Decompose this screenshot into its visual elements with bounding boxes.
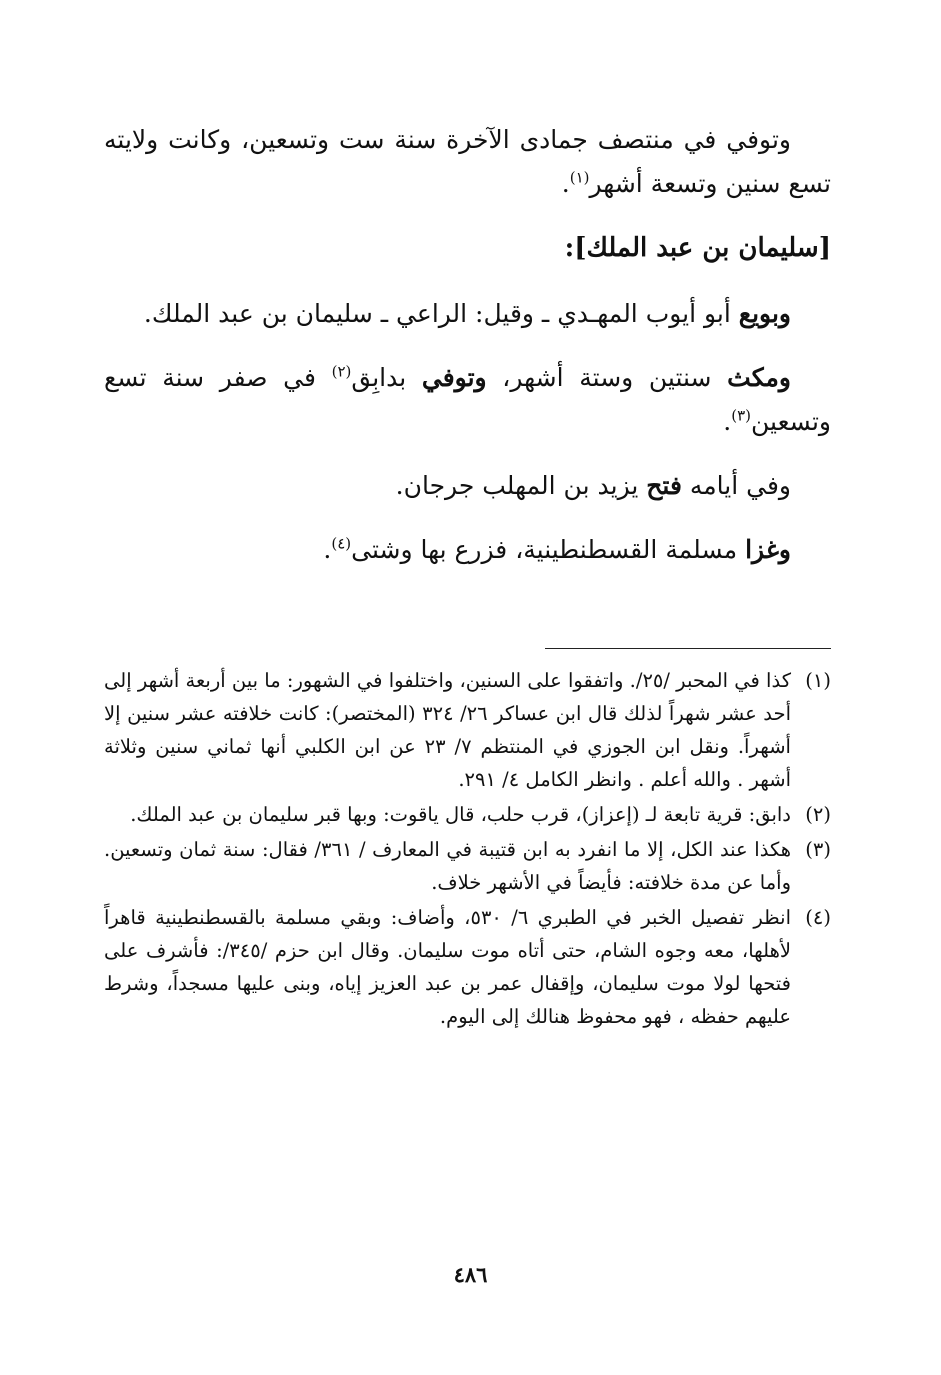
- footnote-ref-4: (٤): [331, 534, 352, 553]
- footnote-text: دابق: قرية تابعة لـ (إعزاز)، قرب حلب، قال ياقوت: وبها قبر سليمان بن عبد الملك.: [130, 803, 791, 826]
- footnote-text: كذا في المحبر /٢٥/. واتفقوا على السنين، واختلفوا في الشهور: ما بين أربعة أشهر إلى أحد عشر شهراً لذلك قال ابن عساكر ٢٦/ ٣٢٤ (المختصر): كانت خلافته عشر سنين إلا أشهراً. ونقل ابن الجوزي في المنتظم ٧/ ٢٣ عن ابن الكلبي أنها ثماني سنين وثلاثة أشهر . والله أعلم . وانظر الكامل ٤/ ٢٩١.: [104, 669, 791, 791]
- footnotes: [104, 664, 831, 1035]
- footnote-number: (٢): [805, 803, 831, 826]
- footnote: [104, 798, 831, 831]
- footnote: [104, 901, 831, 1033]
- footnote-text: انظر تفصيل الخبر في الطبري ٦/ ٥٣٠، وأضاف: وبقي مسلمة بالقسطنطينية قاهراً لأهلها، معه وجوه الشام، حتى أتاه موت سليمان. وقال ابن حزم /٣٤٥/: فأشرف على فتحها لولا موت سليمان، وإقفال عمر بن عبد العزيز إياه، وبنى عليها مسجداً، وشرط عليهم حفظه ، فهو محفوظ هنالك إلى اليوم.: [104, 906, 792, 1028]
- paragraph-death-walid: وتوفي في منتصف جمادى الآخرة سنة ست وتسعين، وكانت ولايته تسع سنين وتسعة أشهر$^{(١)}$.: [104, 125, 831, 198]
- section-heading: [سليمان بن عبد الملك]:: [564, 233, 831, 263]
- footnote-number: (١): [805, 669, 831, 692]
- footnote-divider: [545, 648, 831, 649]
- footnote-ref-3: (٣): [731, 406, 752, 425]
- footnote: [104, 833, 831, 899]
- footnote-ref-2: (٢): [331, 362, 352, 381]
- paragraph-jurjan: وفي أيامه فتح يزيد بن المهلب جرجان.: [395, 471, 791, 500]
- footnote-ref-1: (١): [569, 168, 590, 187]
- footnote: [104, 664, 831, 796]
- page-number: ٤٨٦: [453, 1262, 488, 1287]
- footnote-text: هكذا عند الكل، إلا ما انفرد به ابن قتيبة في المعارف / ٣٦١/ فقال: سنة ثمان وتسعين. وأما عن مدة خلافته: فأيضاً في الأشهر خلاف.: [104, 838, 791, 894]
- paragraph-reign-duration: ومكث سنتين وستة أشهر، وتوفي بدابِق$^{(٢)}$ في صفر سنة تسع وتسعين$^{(٣)}$.: [104, 362, 831, 436]
- footnote-number: (٣): [805, 838, 831, 861]
- main-text: [104, 118, 831, 592]
- footnote-number: (٤): [805, 906, 831, 929]
- paragraph-constantinople: وغزا مسلمة القسطنطينية، فزرع بها وشتى$^{(٤)}$.: [323, 534, 791, 564]
- paragraph-allegiance: وبويع أبو أيوب المهـدي ـ وقيل: الراعي ـ سليمان بن عبد الملك.: [143, 299, 791, 328]
